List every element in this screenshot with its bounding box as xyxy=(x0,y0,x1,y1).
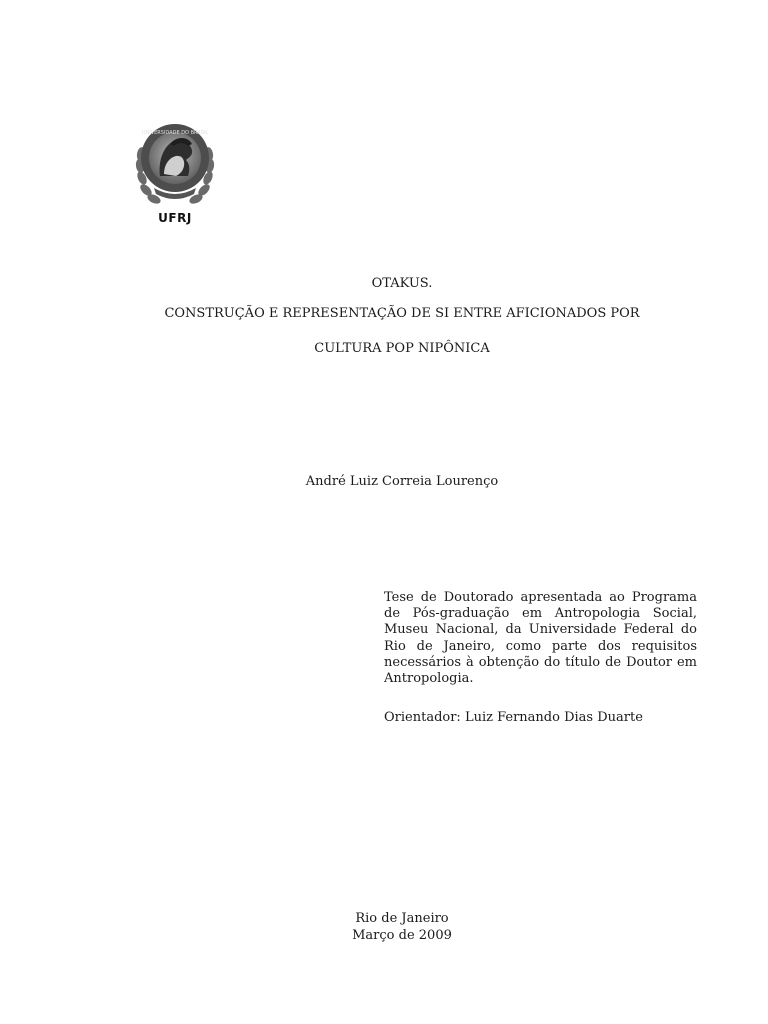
university-acronym: UFRJ xyxy=(158,211,192,225)
seal-icon xyxy=(132,118,218,210)
advisor-line: Orientador: Luiz Fernando Dias Duarte xyxy=(384,710,643,725)
seal-text: UNIVERSIDADE DO BRASIL xyxy=(141,130,209,136)
thesis-title-line-1: OTAKUS. xyxy=(371,276,433,291)
thesis-description: Tese de Doutorado apresentada ao Programa de Pós-graduação em Antropologia Social, Museu Nacional, da Universidade Federal do Rio de Janeiro, como parte dos requisitos necessários à obtenção do título de Doutor em Antropologia. xyxy=(384,590,697,687)
footer-city: Rio de Janeiro xyxy=(355,911,449,926)
thesis-title-line-3: CULTURA POP NIPÔNICA xyxy=(314,341,490,356)
thesis-title-line-2: CONSTRUÇÃO E REPRESENTAÇÃO DE SI ENTRE AFICIONADOS POR xyxy=(164,306,640,321)
university-seal xyxy=(132,118,218,228)
author-name: André Luiz Correia Lourenço xyxy=(305,474,499,489)
footer-date: Março de 2009 xyxy=(352,928,452,943)
